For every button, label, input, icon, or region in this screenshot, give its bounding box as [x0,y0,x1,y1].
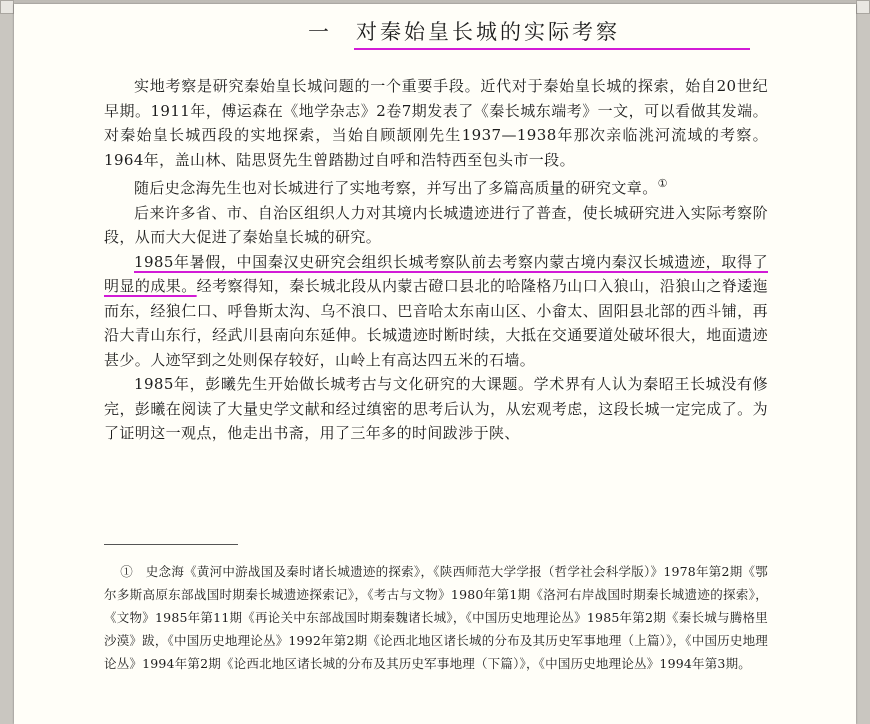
document-page [14,4,856,724]
scroll-arrow-left-icon[interactable] [0,0,14,14]
footnote-text: ① 史念海《黄河中游战国及秦时诸长城遗迹的探索》，《陕西师范大学学报（哲学社会科学版）》1978年第2期《鄂尔多斯高原东部战国时期秦长城遗迹探索记》，《考古与文物》1980年第1期《洛河右岸战国时期秦长城遗迹的探索》，《文物》1985年第11期《再论关中东部战国时期秦魏诸长城》，《中国历史地理论丛》1985年第2期《秦长城与腾格里沙漠》跋，《中国历史地理论丛》1992年第2期《论西北地区诸长城的分布及其历史军事地理（上篇）》，《中国历史地理论丛》1994年第2期《论西北地区诸长城的分布及其历史军事地理（下篇）》，《中国历史地理论丛》1994年第3期。 [104,564,768,671]
body-text [104,74,768,446]
paragraph-5: 1985年，彭曦先生开始做长城考古与文化研究的大课题。学术界有人认为秦昭王长城没有修完，彭曦在阅读了大量史学文献和经过缜密的思考后认为，从宏观考虑，这段长城一定完成了。为了证明这一观点，他走出书斋，用了三年多的时间跋涉于陕、 [104,375,768,442]
paragraph-2-text: 随后史念海先生也对长城进行了实地考察，并写出了多篇高质量的研究文章。 [134,179,658,197]
highlighted-sentence: 1985年暑假，中国秦汉史研究会组织长城考察队前去考察内蒙古境内秦汉长城遗迹，取得了明显的成果。 [104,252,768,295]
footnote-divider [104,544,238,545]
footnote-marker[interactable]: ① [657,177,668,190]
paragraph-4 [104,250,768,373]
scroll-arrow-right-icon[interactable] [856,0,870,14]
title-highlight-underline [354,48,750,50]
paragraph-3: 后来许多省、市、自治区组织人力对其境内长城遗迹进行了普查，使长城研究进入实际考察阶段，从而大大促进了秦始皇长城的研究。 [104,203,768,246]
paragraph-4-rest: 经考察得知，秦长城北段从内蒙古磴口县北的哈隆格乃山口入狼山，沿狼山之脊逶迤而东，经狼仁口、呼鲁斯太沟、乌不浪口、巴音哈太东南山区、小畲太、固阳县北部的西斗铺，再沿大青山东行，经武川县南向东延伸。长城遗迹时断时续，大抵在交通要道处破坏很大，地面遗迹甚少。人迹罕到之处则保存较好，山岭上有高达四五米的石墙。 [104,277,768,369]
paragraph-2 [104,172,768,201]
footnote [104,560,768,675]
paragraph-1: 实地考察是研究秦始皇长城问题的一个重要手段。近代对于秦始皇长城的探索，始自20世纪早期。1911年，傅运森在《地学杂志》2卷7期发表了《秦长城东端考》一文，可以看做其发端。对秦始皇长城西段的实地探索，当始自顾颉刚先生1937—1938年那次亲临洮河流域的考察。1964年，盖山林、陆思贤先生曾踏勘过自呼和浩特西至包头市一段。 [104,77,768,169]
section-title: 一 对秦始皇长城的实际考察 [308,20,620,44]
